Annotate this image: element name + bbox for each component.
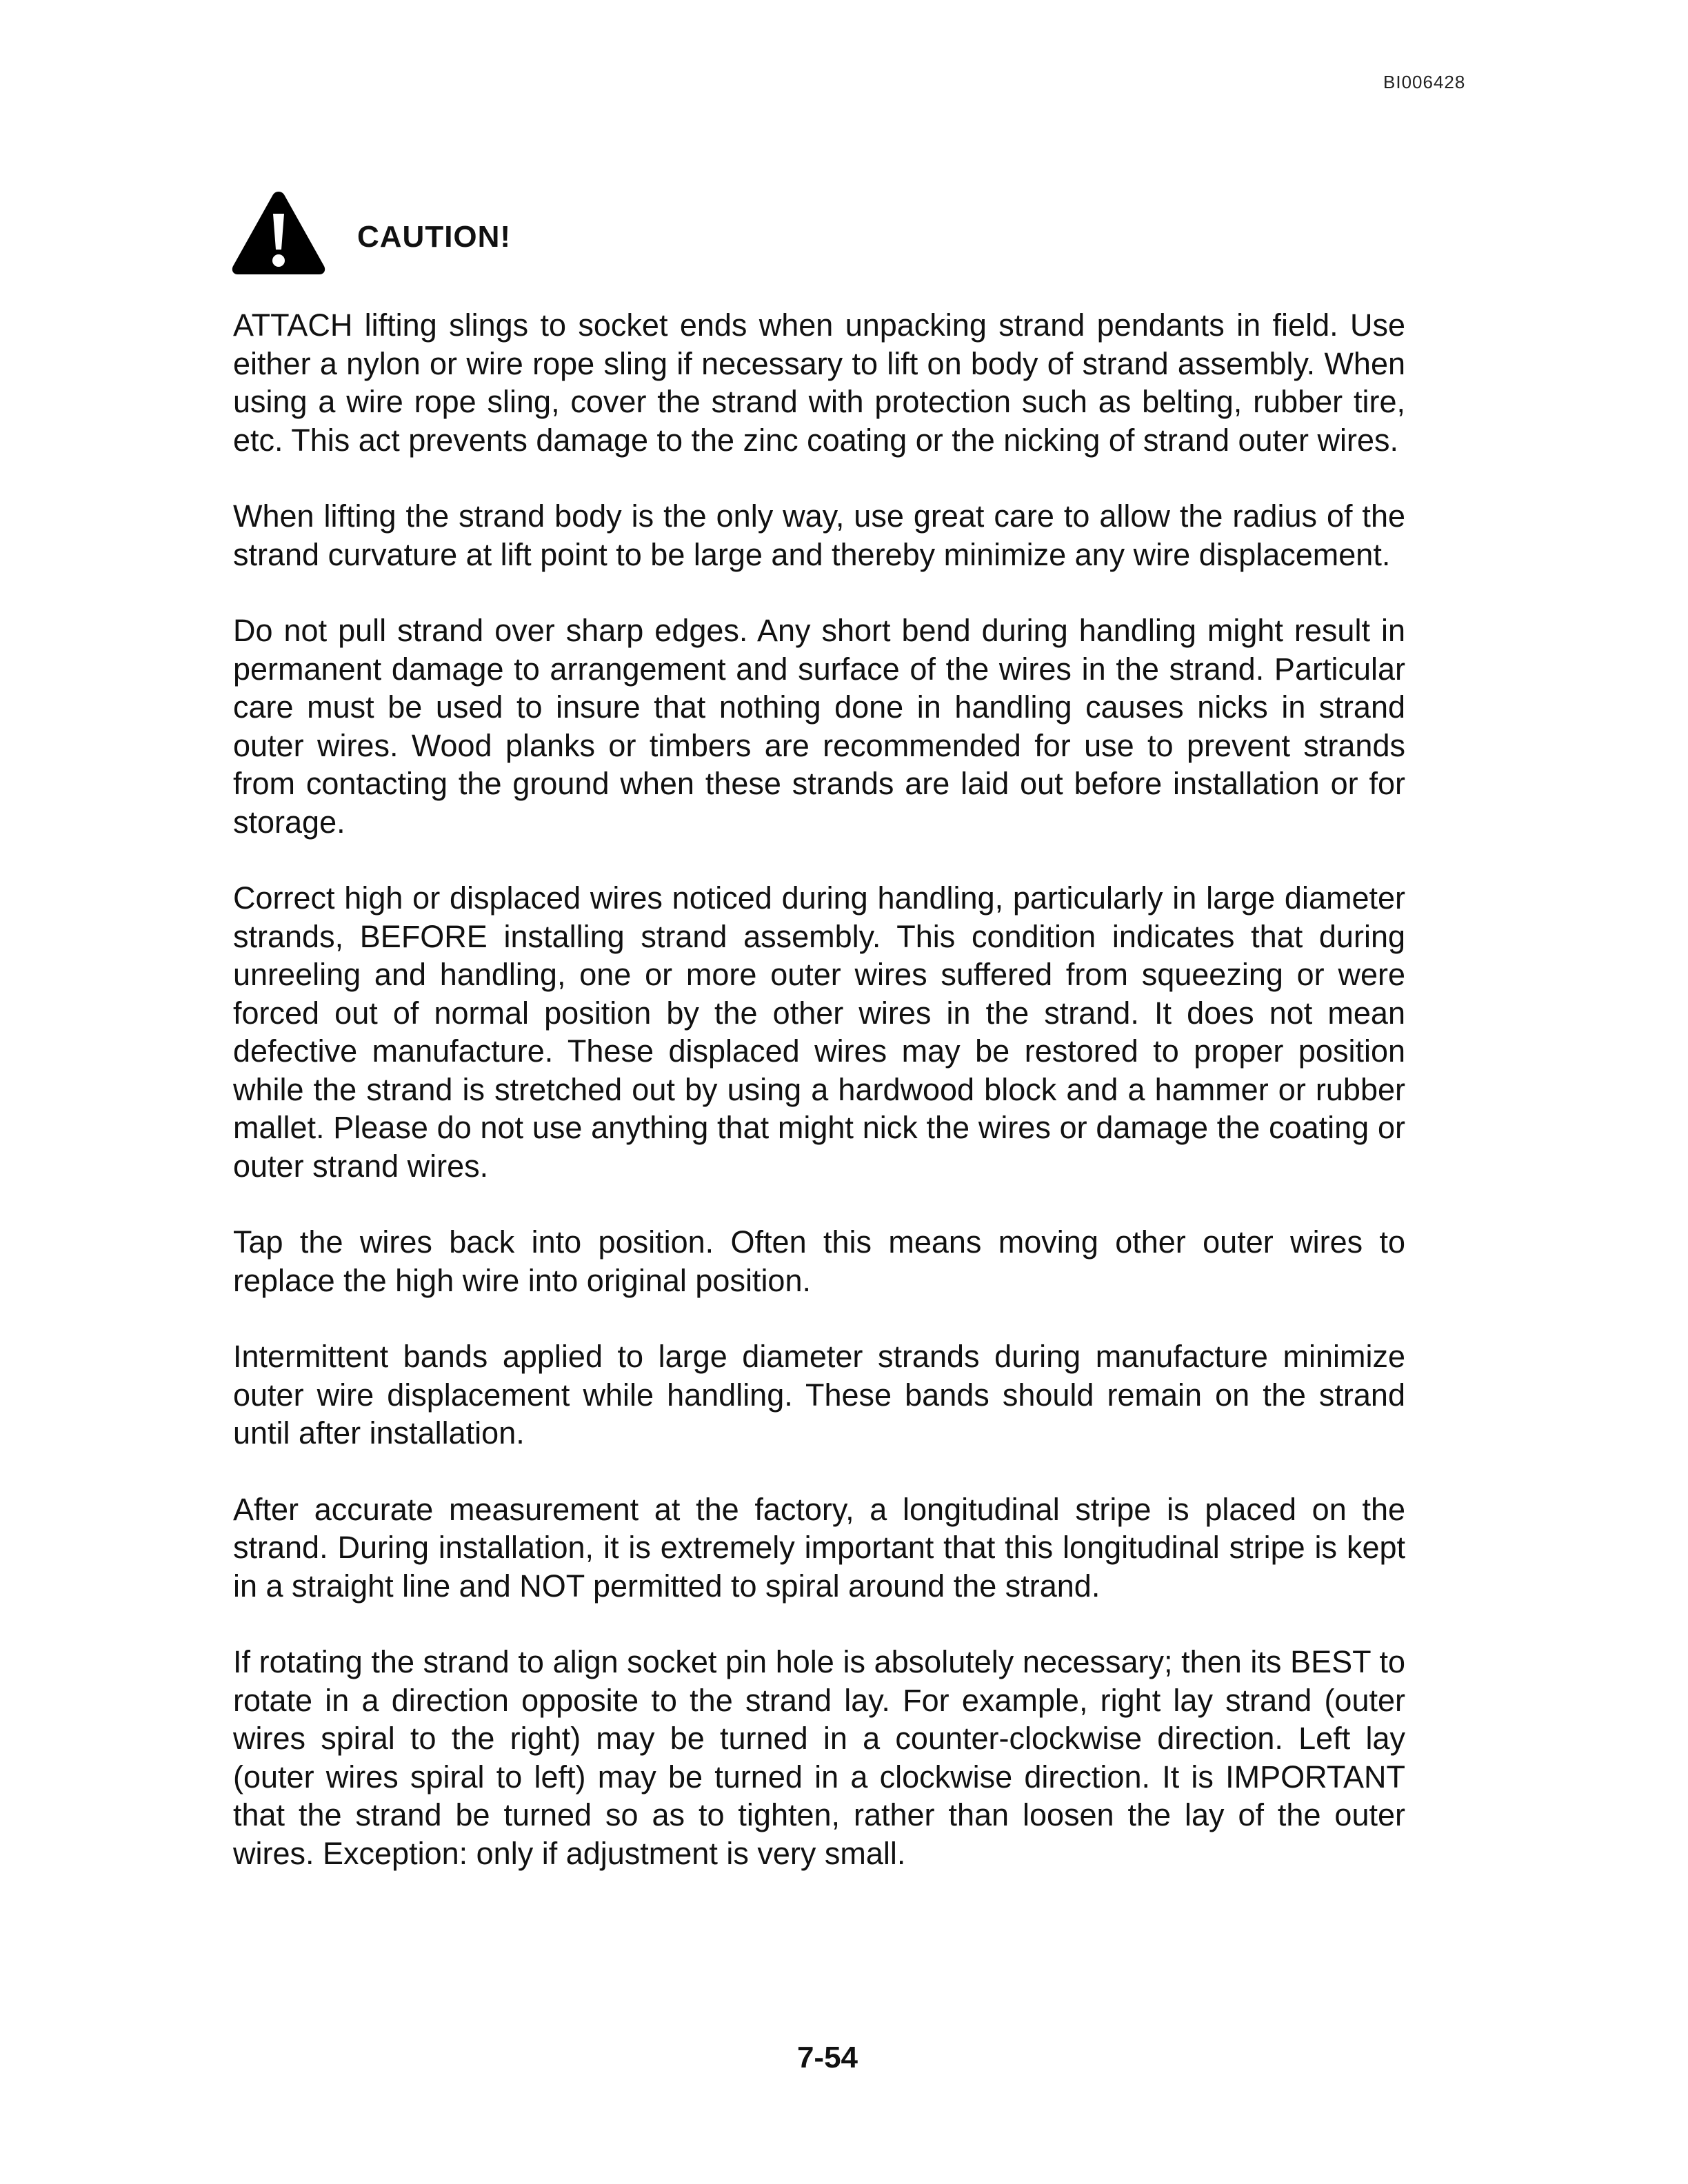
page-number: 7-54 bbox=[796, 2041, 858, 2074]
paragraph-tap-wires: Tap the wires back into position. Often this means moving other outer wires to replace the high wire into original position. bbox=[233, 1224, 1405, 1298]
caution-title: CAUTION! bbox=[357, 220, 512, 254]
warning-icon bbox=[230, 189, 327, 276]
paragraph-intermittent-bands: Intermittent bands applied to large diameter strands during manufacture minimize outer wire displacement while handling. These bands should remain on the strand until after installation. bbox=[233, 1339, 1405, 1450]
paragraph-attach-slings: ATTACH lifting slings to socket ends when unpacking strand pendants in field. Use either a nylon or wire rope sling if necessary to lift on body of strand assembly. When using a wire rope sling, cover the strand with protection such as belting, rubber tire, etc. This act prevents damage to the zinc coating or the nicking of strand outer wires. bbox=[233, 307, 1405, 458]
body-text bbox=[233, 306, 1405, 1910]
paragraph-displaced-wires: Correct high or displaced wires noticed during handling, particularly in large diameter strands, BEFORE installing strand assembly. This condition indicates that during unreeling and handling, one or more outer wires suffered from squeezing or were forced out of normal position by the other wires in the strand. It does not mean defective manufacture. These displaced wires may be restored to proper position while the strand is stretched out by using a hardwood block and a hammer or rubber mallet. Please do not use anything that might nick the wires or damage the coating or outer strand wires. bbox=[233, 880, 1405, 1184]
paragraph-longitudinal-stripe: After accurate measurement at the factory, a longitudinal stripe is placed on the strand. During installation, it is extremely important that this longitudinal stripe is kept in a straight line and NOT permitted to spiral around the strand. bbox=[233, 1491, 1405, 1604]
paragraph-rotating-strand: If rotating the strand to align socket pin hole is absolutely necessary; then its BEST to rotate in a direction opposite to the strand lay. For example, right lay strand (outer wires spiral to the right) may be turned in a counter-clockwise direction. Left lay (outer wires spiral to left) may be turned in a clockwise direction. It is IMPORTANT that the strand be turned so as to tighten, rather than loosen the lay of the outer wires. Exception: only if adjustment is very small. bbox=[233, 1644, 1405, 1871]
caution-header bbox=[230, 188, 511, 277]
paragraph-lifting-strand-body: When lifting the strand body is the only way, use great care to allow the radius of the strand curvature at lift point to be large and thereby minimize any wire displacement. bbox=[233, 498, 1405, 572]
paragraph-sharp-edges: Do not pull strand over sharp edges. Any short bend during handling might result in permanent damage to arrangement and surface of the wires in the strand. Particular care must be used to insure that nothing done in handling causes nicks in strand outer wires. Wood planks or timbers are recommended for use to prevent strands from contacting the ground when these strands are laid out before installation or for storage. bbox=[233, 613, 1405, 840]
document-id: BI006428 bbox=[1383, 72, 1466, 92]
